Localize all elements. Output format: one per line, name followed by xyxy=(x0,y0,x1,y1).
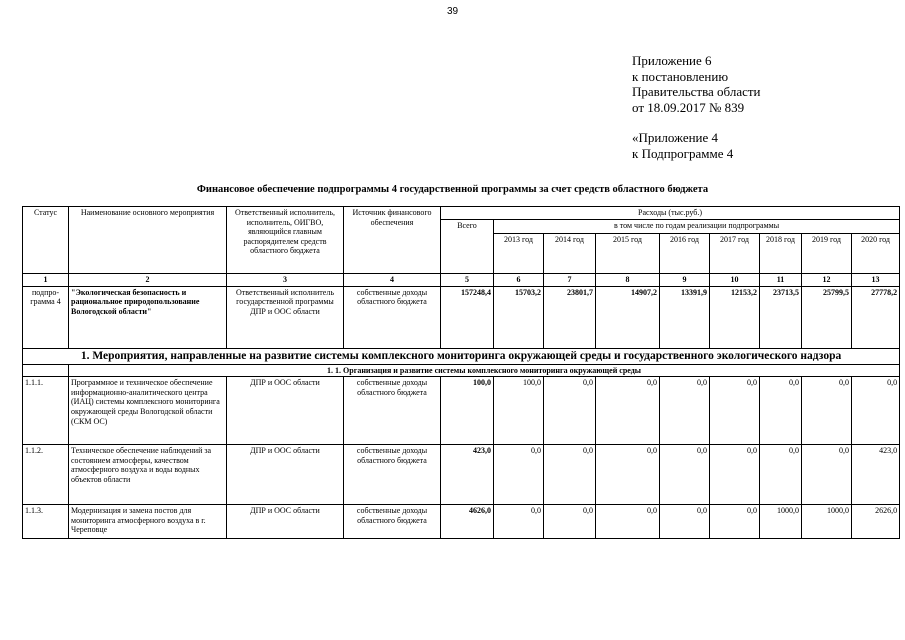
appendix-line: к Подпрограмме 4 xyxy=(632,145,734,161)
column-number: 1 xyxy=(23,274,69,287)
row-value: 0,0 xyxy=(802,445,852,505)
section-row xyxy=(23,348,900,364)
header-executor: Ответственный исполнитель, исполнитель, ОИГВО, являющийся главным распорядителем средств областного бюджета xyxy=(227,207,344,274)
row-source: собственные доходы областного бюджета xyxy=(344,505,441,539)
program-value: 15703,2 xyxy=(494,286,544,348)
column-number-row xyxy=(23,274,900,287)
header-year: 2016 год xyxy=(660,234,710,274)
column-number: 9 xyxy=(660,274,710,287)
row-value: 0,0 xyxy=(802,377,852,445)
column-number: 12 xyxy=(802,274,852,287)
column-number: 5 xyxy=(441,274,494,287)
header-year: 2019 год xyxy=(802,234,852,274)
row-value: 0,0 xyxy=(544,505,596,539)
row-value: 0,0 xyxy=(544,377,596,445)
subsection-row xyxy=(23,364,900,377)
header-status: Статус xyxy=(23,207,69,274)
appendix-line: Правительства области xyxy=(632,84,761,99)
appendix-line: Приложение 6 xyxy=(632,53,712,68)
row-value: 0,0 xyxy=(494,445,544,505)
program-value: 157248,4 xyxy=(441,286,494,348)
header-name: Наименование основного мероприятия xyxy=(69,207,227,274)
column-number: 2 xyxy=(69,274,227,287)
row-value: 0,0 xyxy=(660,377,710,445)
program-value: 23801,7 xyxy=(544,286,596,348)
row-value: 0,0 xyxy=(544,445,596,505)
row-value: 0,0 xyxy=(596,377,660,445)
program-value: 13391,9 xyxy=(660,286,710,348)
row-number: 1.1.3. xyxy=(23,505,69,539)
row-value: 1000,0 xyxy=(760,505,802,539)
row-number: 1.1.1. xyxy=(23,377,69,445)
document-title: Финансовое обеспечение подпрограммы 4 государственной программы за счет средств областного бюджета xyxy=(196,184,709,195)
row-name: Техническое обеспечение наблюдений за состоянием атмосферы, качеством атмосферного воздуха и воды водных объектов области xyxy=(69,445,227,505)
row-value: 2626,0 xyxy=(852,505,900,539)
row-value: 0,0 xyxy=(710,505,760,539)
row-value: 0,0 xyxy=(760,445,802,505)
appendix-line: к постановлению xyxy=(632,68,729,84)
column-number: 6 xyxy=(494,274,544,287)
row-value: 0,0 xyxy=(660,505,710,539)
header-year: 2018 год xyxy=(760,234,802,274)
header-year: 2015 год xyxy=(596,234,660,274)
row-source: собственные доходы областного бюджета xyxy=(344,445,441,505)
row-executor: ДПР и ООС области xyxy=(227,445,344,505)
subsection-title: 1. 1. Организация и развитие системы комплексного мониторинга окружающей среды xyxy=(69,364,900,377)
row-value: 423,0 xyxy=(852,445,900,505)
program-value: 23713,5 xyxy=(760,286,802,348)
appendix-block xyxy=(632,53,761,161)
row-value: 0,0 xyxy=(710,445,760,505)
program-value: 25799,5 xyxy=(802,286,852,348)
section-title: 1. Мероприятия, направленные на развитие системы комплексного мониторинга окружающей среды и государственного экологического надзора xyxy=(23,348,900,364)
program-value: 12153,2 xyxy=(710,286,760,348)
row-number: 1.1.2. xyxy=(23,445,69,505)
header-by-years: в том числе по годам реализации подпрограммы xyxy=(494,219,900,233)
header-total: Всего xyxy=(441,219,494,273)
program-source: собственные доходы областного бюджета xyxy=(344,286,441,348)
row-value: 0,0 xyxy=(710,377,760,445)
column-number: 10 xyxy=(710,274,760,287)
row-name: Программное и техническое обеспечение информационно-аналитического центра (ИАЦ) системы комплексного мониторинга окружающей среды Вологодской области (СКМ ОС) xyxy=(69,377,227,445)
appendix-line: «Приложение 4 xyxy=(632,130,719,145)
row-value: 0,0 xyxy=(852,377,900,445)
program-row xyxy=(23,286,900,348)
column-number: 8 xyxy=(596,274,660,287)
row-value: 0,0 xyxy=(494,505,544,539)
appendix-line: от 18.09.2017 № 839 xyxy=(632,99,745,115)
row-value: 1000,0 xyxy=(802,505,852,539)
program-name: "Экологическая безопасность и рациональное природопользование Вологодской области" xyxy=(69,286,227,348)
column-number: 7 xyxy=(544,274,596,287)
header-source: Источник финансового обеспечения xyxy=(344,207,441,274)
row-value: 0,0 xyxy=(596,505,660,539)
program-value: 14907,2 xyxy=(596,286,660,348)
table-row xyxy=(23,505,900,539)
row-value: 0,0 xyxy=(596,445,660,505)
row-value: 100,0 xyxy=(441,377,494,445)
column-number: 13 xyxy=(852,274,900,287)
row-value: 0,0 xyxy=(660,445,710,505)
row-source: собственные доходы областного бюджета xyxy=(344,377,441,445)
header-year: 2014 год xyxy=(544,234,596,274)
table-row xyxy=(23,445,900,505)
program-value: 27778,2 xyxy=(852,286,900,348)
financing-table xyxy=(22,206,900,539)
row-executor: ДПР и ООС области xyxy=(227,505,344,539)
row-executor: ДПР и ООС области xyxy=(227,377,344,445)
row-name: Модернизация и замена постов для мониторинга атмосферного воздуха в г. Череповце xyxy=(69,505,227,539)
program-executor: Ответственный исполнитель государственной программы ДПР и ООС области xyxy=(227,286,344,348)
row-value: 100,0 xyxy=(494,377,544,445)
column-number: 3 xyxy=(227,274,344,287)
header-year: 2020 год xyxy=(852,234,900,274)
row-value: 0,0 xyxy=(760,377,802,445)
header-expenses: Расходы (тыс.руб.) xyxy=(441,207,900,220)
row-value: 423,0 xyxy=(441,445,494,505)
table-row xyxy=(23,377,900,445)
row-value: 4626,0 xyxy=(441,505,494,539)
header-year: 2013 год xyxy=(494,234,544,274)
program-status: подпро-грамма 4 xyxy=(23,286,69,348)
page-number: 39 xyxy=(446,6,459,17)
column-number: 4 xyxy=(344,274,441,287)
column-number: 11 xyxy=(760,274,802,287)
header-year: 2017 год xyxy=(710,234,760,274)
